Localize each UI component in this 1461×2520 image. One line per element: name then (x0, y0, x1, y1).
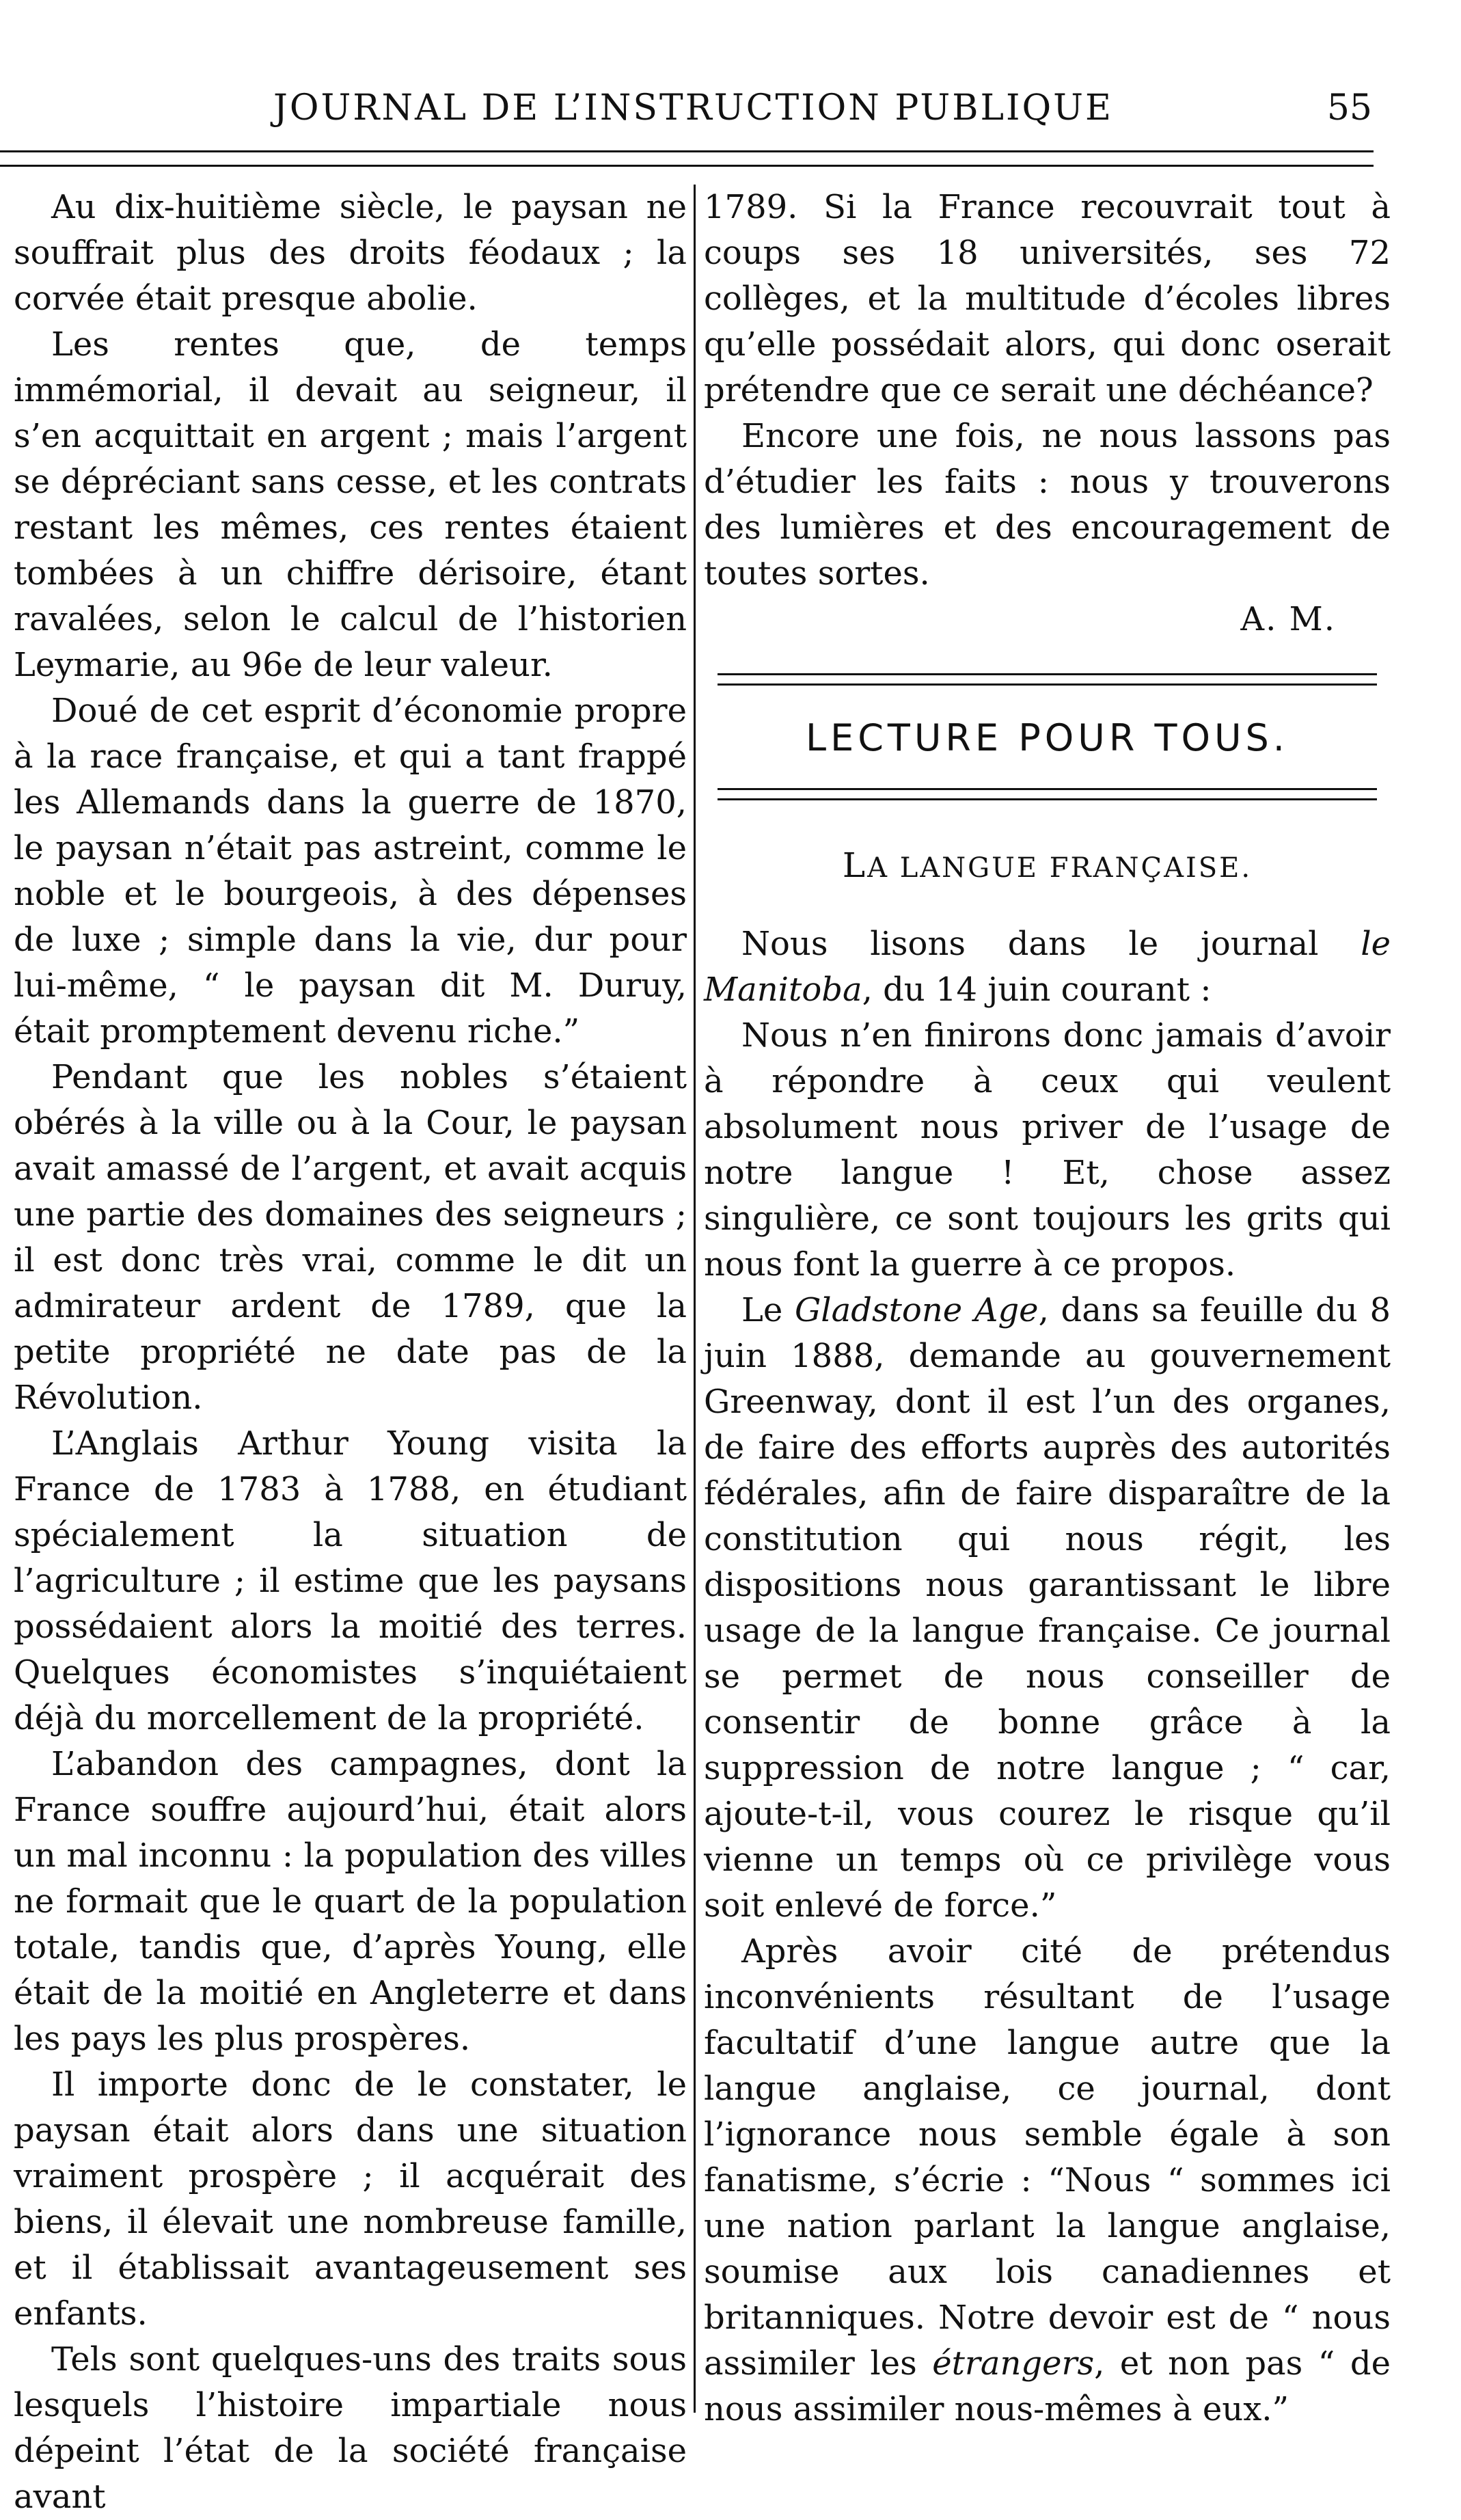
paragraph: Pendant que les nobles s’étaient obérés à la ville ou à la Cour, le paysan avait amassé de l’argent, et avait acquis une partie des domaines des seigneurs ; il est donc très vrai, comme le dit un admirateur ardent de 1789, que la petite propriété ne date pas de la Révolution. (14, 1058, 687, 1417)
article-title-rest: A LANGUE FRANÇAISE. (867, 852, 1253, 884)
paragraph: Encore une fois, ne nous lassons pas d’étudier les faits : nous y trouverons des lumières et des encouragement de toutes sortes. (704, 417, 1391, 593)
section-rule-bottom (718, 788, 1377, 800)
right-column (704, 185, 1391, 2428)
article-title-cap: L (842, 845, 868, 885)
paragraph: Les rentes que, de temps immémorial, il devait au seigneur, il s’en acquittait en argent ; mais l’argent se dépréciant sans cesse, et les contrats restant les mêmes, ces rentes étaient tombées à un chiffre dérisoire, étant ravalées, selon le calcul de l’historien Leymarie, au 96e de leur valeur. (14, 325, 687, 684)
paragraph (704, 1288, 1391, 1929)
paragraph: Nous n’en finirons donc jamais d’avoir à répondre à ceux qui veulent absolument nous priver de l’usage de notre langue ! Et, chose assez singulière, ce sont toujours les grits qui nous font la guerre à ce propos. (704, 1016, 1391, 1284)
left-column (14, 185, 687, 2516)
text-run: , et non pas “ de nous assimiler nous-mêmes à eux.” (704, 2344, 1391, 2428)
page-number: 55 (1326, 87, 1372, 128)
text-run: , dans sa feuille du 8 juin 1888, demande au gouvernement Greenway, dont il est l’un des organes, de faire des efforts auprès des autorités fédérales, afin de faire disparaître de la constitution qui nous régit, les dispositions nous garantissant le libre usage de la langue française. Ce journal se permet de nous conseiller de consentir de bonne grâce à la suppression de notre langue ; “ car, ajoute-t-il, vous courez le risque qu’il vienne un temps où ce privilège vous soit enlevé de force.” (704, 1291, 1391, 1925)
paragraph (704, 1929, 1391, 2433)
section-title: LECTURE POUR TOUS. (806, 716, 1289, 759)
author-signature: A. M. (1240, 600, 1336, 638)
paragraph: L’abandon des campagnes, dont la France souffre aujourd’hui, était alors un mal inconnu : la population des villes ne formait que le quart de la population totale, tandis que, d’après Young, elle était de la moitié en Angleterre et dans les pays les plus prospères. (14, 1745, 687, 2058)
text-run: Nous lisons dans le journal (741, 925, 1361, 963)
italic-text: Gladstone Age (794, 1291, 1039, 1329)
text-run: Après avoir cité de prétendus inconvénients résultant de l’usage facultatif d’une langue autre que la langue anglaise, ce journal, dont l’ignorance nous semble égale à son fanatisme, s’écrie : “Nous “ sommes ici une nation parlant la langue anglaise, soumise aux lois canadiennes et britanniques. Notre devoir est de “ nous assimiler les (704, 1932, 1391, 2383)
paragraph: Il importe donc de le constater, le paysan était alors dans une situation vraiment prospère ; il acquérait des biens, il élevait une nombreuse famille, et il établissait avantageusement ses enfants. (14, 2065, 687, 2333)
text-run: Le (741, 1291, 795, 1329)
running-title: JOURNAL DE L’INSTRUCTION PUBLIQUE (273, 87, 1113, 128)
header-rule (0, 150, 1374, 167)
italic-text: le Manitoba (704, 925, 1391, 1009)
paragraph: Tels sont quelques-uns des traits sous lesquels l’histoire impartiale nous dépeint l’état de la société française avant (14, 2340, 687, 2516)
column-divider (694, 185, 696, 2413)
paragraph: Doué de cet esprit d’économie propre à la race française, et qui a tant frappé les Allemands dans la guerre de 1870, le paysan n’était pas astreint, comme le noble et le bourgeois, à des dépenses de luxe ; simple dans la vie, dur pour lui-même, “ le paysan dit M. Duruy, était promptement devenu riche.” (14, 692, 687, 1051)
paragraph-continuation: 1789. Si la France recouvrait tout à coups ses 18 universités, ses 72 collèges, et la multitude d’écoles libres qu’elle possédait alors, qui donc oserait prétendre que ce serait une déchéance? (704, 188, 1391, 409)
italic-text: étrangers (932, 2344, 1095, 2383)
paragraph: Au dix-huitième siècle, le paysan ne souffrait plus des droits féodaux ; la corvée était presque abolie. (14, 188, 687, 318)
article-title (704, 843, 1391, 891)
paragraph (704, 921, 1391, 1013)
text-run: , du 14 juin courant : (862, 971, 1212, 1009)
paragraph: L’Anglais Arthur Young visita la France de 1783 à 1788, en étudiant spécialement la situation de l’agriculture ; il estime que les paysans possédaient alors la moitié des terres. Quelques économistes s’inquiétaient déjà du morcellement de la propriété. (14, 1424, 687, 1737)
section-rule-top (718, 673, 1377, 686)
page-header (0, 82, 1461, 144)
